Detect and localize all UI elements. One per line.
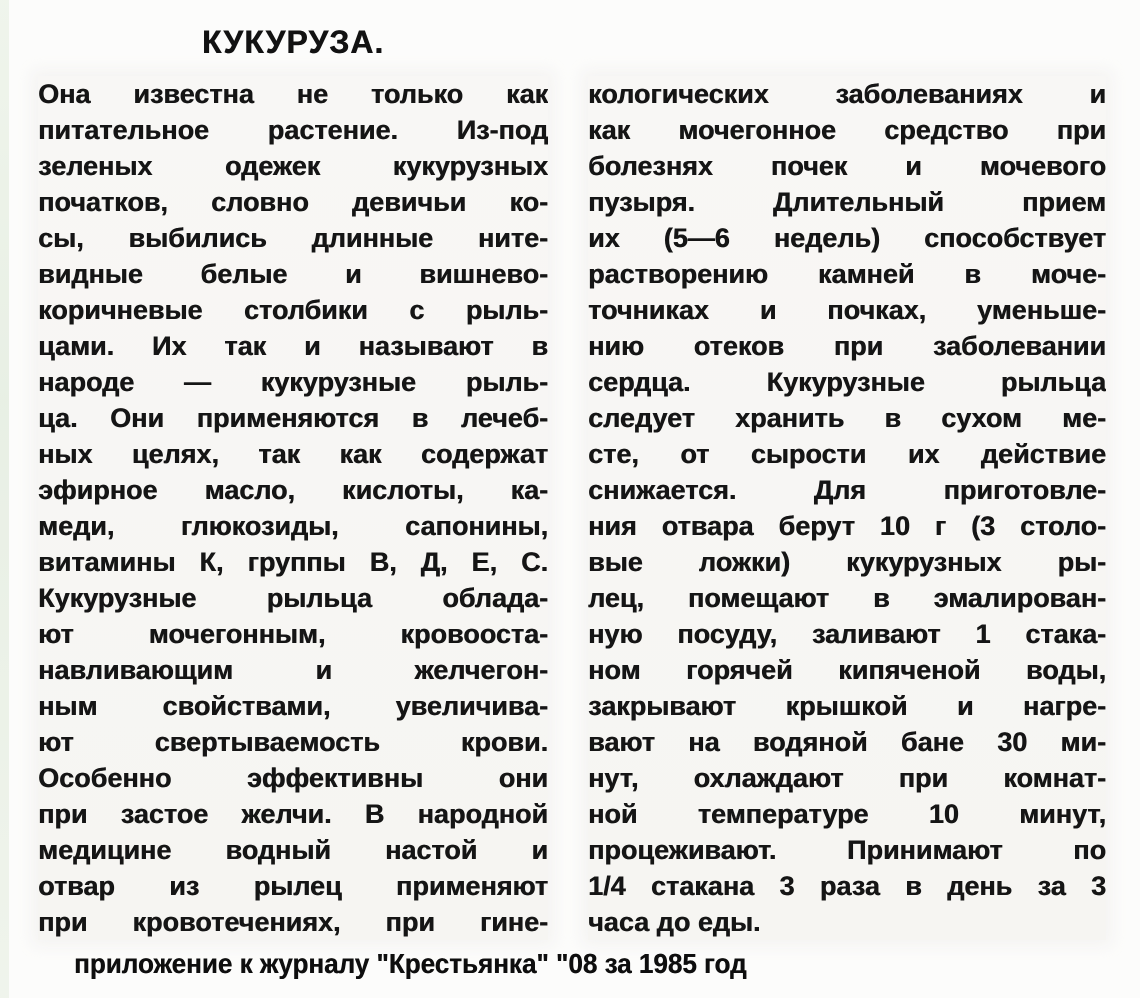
scan-edge-strip (0, 0, 9, 998)
text-line: зеленых одежек кукурузных (38, 151, 548, 181)
text-line: Особенно эффективны они (38, 763, 548, 793)
text-line: ют мочегонным, кровооста- (38, 619, 548, 649)
article-title: КУКУРУЗА. (201, 24, 385, 60)
text-line: цами. Их так и называют в (38, 331, 548, 361)
text-line: при застое желчи. В народной (38, 799, 548, 829)
text-line: початков, словно девичьи ко- (38, 187, 548, 217)
text-line: ют свертываемость крови. (38, 727, 548, 757)
text-line: ную посуду, заливают 1 стака- (588, 619, 1106, 649)
text-line: нут, охлаждают при комнат- (588, 763, 1106, 793)
text-line: навливающим и желчегон- (38, 655, 548, 685)
text-line: их (5—6 недель) способствует (588, 223, 1106, 253)
text-line: при кровотечениях, при гине- (38, 907, 548, 937)
text-line: часа до еды. (588, 907, 761, 937)
text-line: витамины К, группы В, Д, Е, С. (38, 547, 548, 577)
text-line: сы, выбились длинные ните- (38, 223, 548, 253)
text-line: снижается. Для приготовле- (588, 475, 1106, 505)
source-caption: приложение к журналу "Крестьянка" "08 за 1985 год (74, 948, 747, 979)
text-line: 1/4 стакана 3 раза в день за 3 (588, 871, 1106, 901)
text-line: кологических заболеваниях и (588, 79, 1106, 109)
text-line: коричневые столбики с рыль- (38, 295, 548, 325)
text-line: ной температуре 10 минут, (588, 799, 1106, 829)
text-line: закрывают крышкой и нагре- (588, 691, 1106, 721)
text-line: медицине водный настой и (38, 835, 548, 865)
text-line: отвар из рылец применяют (38, 871, 548, 901)
text-line: видные белые и вишнево- (38, 259, 548, 289)
text-line: Она известна не только как (38, 79, 548, 109)
text-line: питательное растение. Из-под (38, 115, 548, 145)
text-line: вают на водяной бане 30 ми- (588, 727, 1106, 757)
text-line: болезнях почек и мочевого (588, 151, 1106, 181)
text-line: процеживают. Принимают по (588, 835, 1106, 865)
text-line: ном горячей кипяченой воды, (588, 655, 1106, 685)
text-line: пузыря. Длительный прием (588, 187, 1106, 217)
text-line: вые ложки) кукурузных ры- (588, 547, 1106, 577)
text-line: народе — кукурузные рыль- (38, 367, 548, 397)
text-line: точниках и почках, уменьше- (588, 295, 1106, 325)
text-line: как мочегонное средство при (588, 115, 1106, 145)
text-line: нию отеков при заболевании (588, 331, 1106, 361)
text-line: ца. Они применяются в лечеб- (38, 403, 548, 433)
text-line: ния отвара берут 10 г (3 столо- (588, 511, 1106, 541)
text-line: ным свойствами, увеличива- (38, 691, 548, 721)
text-column-right (588, 76, 1106, 940)
text-line: лец, помещают в эмалирован- (588, 583, 1106, 613)
text-line: ных целях, так как содержат (38, 439, 548, 469)
text-line: меди, глюкозиды, сапонины, (38, 511, 548, 541)
text-line: сердца. Кукурузные рыльца (588, 367, 1106, 397)
text-line: сте, от сырости их действие (588, 439, 1106, 469)
text-column-left (38, 76, 548, 940)
text-line: следует хранить в сухом ме- (588, 403, 1106, 433)
text-line: Кукурузные рыльца облада- (38, 583, 548, 613)
text-line: растворению камней в моче- (588, 259, 1106, 289)
text-line: эфирное масло, кислоты, ка- (38, 475, 548, 505)
